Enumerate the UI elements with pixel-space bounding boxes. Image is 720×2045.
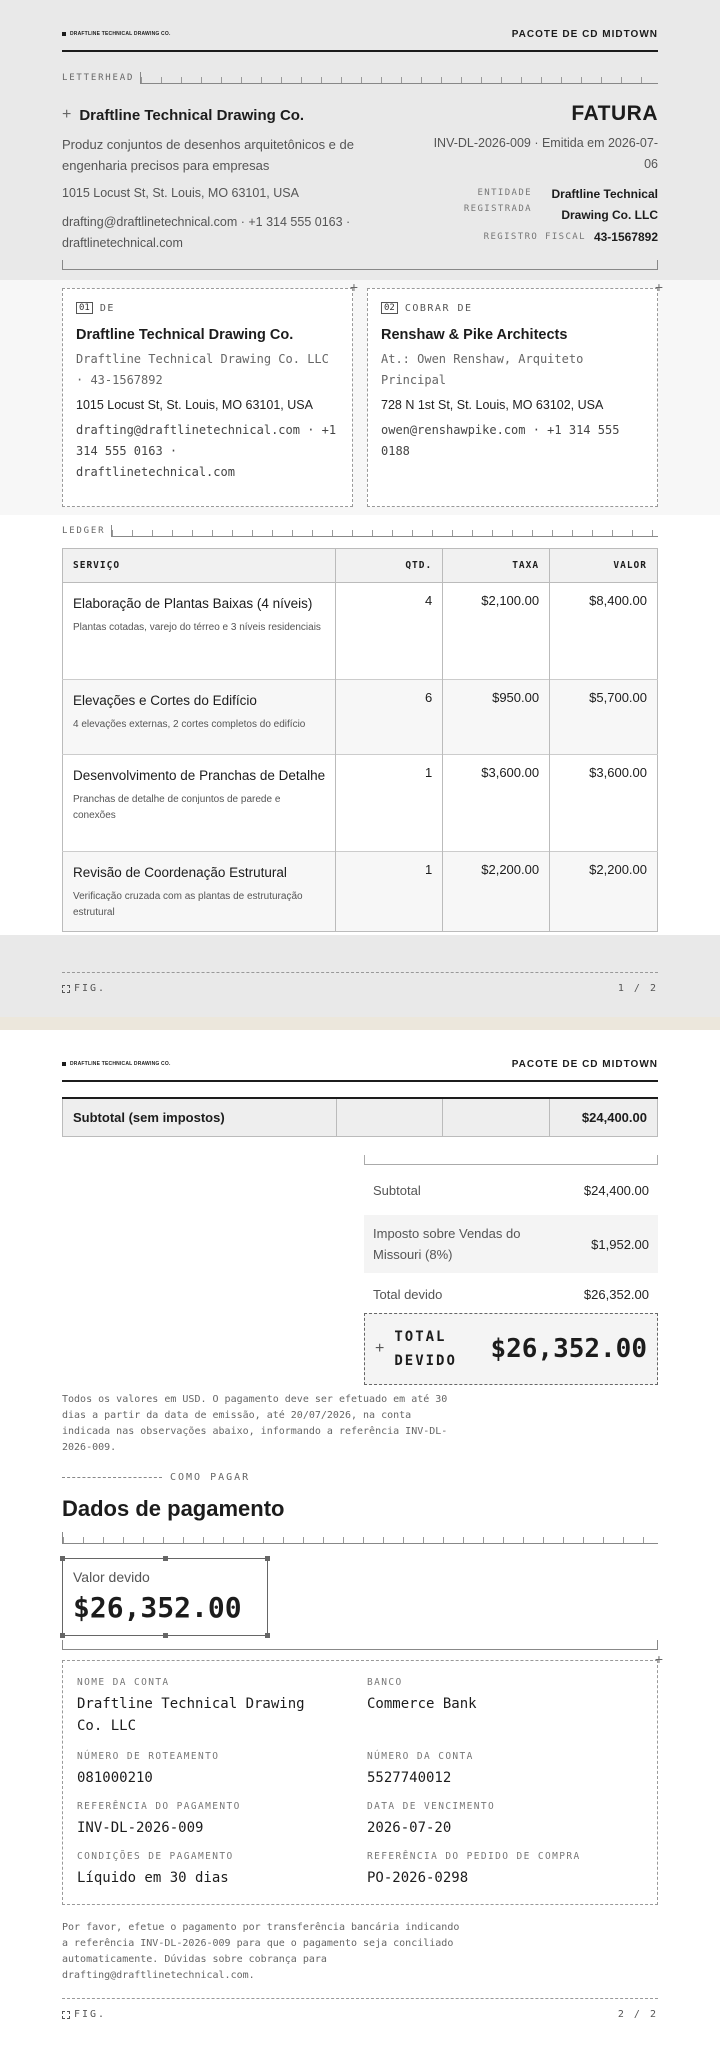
ruler-ticks [111, 525, 658, 537]
company-name-text: Draftline Technical Drawing Co. [79, 106, 305, 124]
col-service: SERVIÇO [63, 549, 336, 583]
amount-cell: $2,200.00 [550, 852, 658, 932]
rate-cell: $950.00 [443, 680, 550, 755]
totals-subtotal-label: Subtotal [373, 1182, 421, 1198]
totals-block [364, 1155, 658, 1315]
subtotal-row [63, 1098, 658, 1136]
field-payment-terms [77, 1851, 353, 1901]
rate-cell: $2,100.00 [443, 583, 550, 680]
field-label: BANCO [367, 1677, 403, 1688]
totals-due [364, 1273, 658, 1315]
brand-mini [62, 31, 171, 37]
package-title: PACOTE DE CD MIDTOWN [511, 1058, 658, 1070]
payment-divider [62, 1640, 658, 1650]
entity-label: ENTIDADE REGISTRADA [463, 188, 532, 214]
empty-cell [336, 1098, 443, 1136]
bill-to-sub: At.: Owen Renshaw, Arquiteto Principal [381, 352, 584, 387]
fig-text: FIG. [74, 2009, 107, 2020]
subtotal-table [62, 1097, 658, 1137]
handle-icon [163, 1556, 168, 1561]
field-value: Líquido em 30 dias [77, 1870, 229, 1886]
company-tagline: Produz conjuntos de desenhos arquitetônicos e de engenharia precisos para empresas [62, 137, 354, 173]
subtotal-label: Subtotal (sem impostos) [63, 1098, 337, 1136]
letterhead-ruler [62, 70, 658, 86]
amount-due-value: $26,352.00 [73, 1591, 242, 1624]
from-address: 1015 Locust St, St. Louis, MO 63101, USA [76, 398, 313, 412]
totals-subtotal [364, 1165, 658, 1215]
field-value: 2026-07-20 [367, 1820, 452, 1836]
service-cell [63, 755, 336, 852]
bill-to-label: COBRAR DE [404, 302, 473, 314]
invoice-title: FATURA [571, 102, 658, 125]
from-number: 01 [76, 302, 93, 314]
table-row [63, 680, 658, 755]
amount-cell: $8,400.00 [550, 583, 658, 680]
service-desc: Pranchas de detalhe de conjuntos de parede e conexões [73, 794, 281, 821]
totals-due-value: $26,352.00 [583, 1286, 649, 1302]
parties-section [0, 280, 720, 515]
letterhead-label: LETTERHEAD [62, 73, 135, 83]
from-sub: Draftline Technical Drawing Co. LLC · 43-1567892 [76, 352, 329, 387]
company-address: 1015 Locust St, St. Louis, MO 63101, USA [62, 186, 299, 200]
field-routing [77, 1751, 353, 1801]
field-value: 081000210 [77, 1770, 153, 1786]
brand-mini-text: DRAFTLINE TECHNICAL DRAWING CO. [70, 1061, 171, 1067]
field-account-number [367, 1751, 643, 1801]
ledger-ruler [62, 523, 658, 539]
page-footer [62, 1998, 658, 2020]
page-footer [62, 972, 658, 994]
package-title: PACOTE DE CD MIDTOWN [511, 28, 658, 40]
totals-tax-label: Imposto sobre Vendas do Missouri (8%) [373, 1226, 521, 1262]
handle-icon [265, 1633, 270, 1638]
field-payment-reference [77, 1801, 353, 1851]
bill-to-contact: owen@renshawpike.com · +1 314 555 0188 [381, 423, 620, 458]
amount-cell: $5,700.00 [550, 680, 658, 755]
field-value: INV-DL-2026-009 [77, 1820, 204, 1836]
services-table [62, 548, 658, 932]
invoice-page-1 [0, 0, 720, 1017]
company-contact: drafting@draftlinetechnical.com · +1 314 555 0163 · draftlinetechnical.com [62, 215, 351, 250]
top-bar [62, 26, 658, 52]
amount-due-label: Valor devido [73, 1569, 150, 1585]
plus-icon: + [654, 1651, 663, 1667]
handle-icon [60, 1633, 65, 1638]
table-row [63, 852, 658, 932]
field-value: Commerce Bank [367, 1696, 477, 1712]
service-cell [63, 583, 336, 680]
bill-to-number: 02 [381, 302, 398, 314]
registered-entity [452, 184, 658, 226]
payment-note: Por favor, efetue o pagamento por transferência bancária indicando a referência INV-DL-2026-009 para que o pagamento seja conciliado automaticamente. Dúvidas sobre cobrança para drafting@draftlinetechnical.com. [62, 1922, 460, 1981]
qty-cell: 1 [336, 755, 443, 852]
brand-square-icon [62, 1062, 66, 1066]
fig-label [62, 2009, 106, 2020]
table-header-row [63, 549, 658, 583]
ruler-ticks [140, 72, 658, 84]
col-amount: VALOR [550, 549, 658, 583]
brand-mini-text: DRAFTLINE TECHNICAL DRAWING CO. [70, 31, 171, 37]
field-value: PO-2026-0298 [367, 1870, 469, 1886]
field-value: Draftline Technical Drawing Co. LLC [77, 1696, 305, 1734]
ruler-ticks [62, 1532, 658, 1544]
service-name: Elaboração de Plantas Baixas (4 níveis) [73, 596, 313, 611]
entity-value: Draftline Technical Drawing Co. LLC [551, 187, 658, 222]
plus-icon: + [375, 1340, 385, 1357]
table-row [63, 583, 658, 680]
page-number: 1 / 2 [617, 983, 658, 994]
qty-cell: 1 [336, 852, 443, 932]
qty-cell: 6 [336, 680, 443, 755]
plus-icon: + [654, 279, 663, 295]
from-name: Draftline Technical Drawing Co. [76, 327, 294, 343]
totals-tax-value: $1,952.00 [591, 1236, 649, 1252]
service-cell [63, 852, 336, 932]
service-cell [63, 680, 336, 755]
subtotal-value: $24,400.00 [550, 1098, 658, 1136]
service-desc: Plantas cotadas, varejo do térreo e 3 níveis residenciais [73, 622, 321, 633]
field-due-date [367, 1801, 643, 1851]
service-desc: 4 elevações externas, 2 cortes completos do edifício [73, 719, 306, 730]
field-label: REFERÊNCIA DO PEDIDO DE COMPRA [367, 1851, 581, 1862]
service-name: Elevações e Cortes do Edifício [73, 693, 257, 708]
rate-cell: $3,600.00 [443, 755, 550, 852]
field-po-reference [367, 1851, 643, 1901]
field-label: NÚMERO DA CONTA [367, 1751, 474, 1762]
from-contact: drafting@draftlinetechnical.com · +1 314 555 0163 · draftlinetechnical.com [76, 423, 337, 479]
plus-icon: + [62, 106, 72, 123]
field-value: 5527740012 [367, 1770, 452, 1786]
service-name: Desenvolvimento de Pranchas de Detalhe [73, 768, 326, 783]
payment-title: Dados de pagamento [62, 1496, 285, 1521]
from-head [76, 302, 339, 314]
amount-due-box [62, 1558, 268, 1636]
grand-total-value: $26,352.00 [490, 1334, 647, 1364]
qty-cell: 4 [336, 583, 443, 680]
fig-label [62, 983, 106, 994]
field-label: DATA DE VENCIMENTO [367, 1801, 496, 1812]
page-number: 2 / 2 [617, 2009, 658, 2020]
fiscal-label: REGISTRO FISCAL [483, 232, 586, 242]
bill-to-head [381, 302, 644, 314]
fiscal-value: 43-1567892 [593, 230, 658, 244]
field-label: REFERÊNCIA DO PAGAMENTO [77, 1801, 241, 1812]
from-card [62, 279, 358, 507]
fig-text: FIG. [74, 983, 107, 994]
empty-cell [443, 1098, 550, 1136]
bill-to-name: Renshaw & Pike Architects [381, 327, 568, 343]
how-to-pay-label: COMO PAGAR [170, 1472, 251, 1483]
handle-icon [265, 1556, 270, 1561]
totals-tax [364, 1215, 658, 1273]
rate-cell: $2,200.00 [443, 852, 550, 932]
col-qty: QTD. [336, 549, 443, 583]
brand-mini [62, 1061, 171, 1067]
field-label: NOME DA CONTA [77, 1677, 170, 1688]
totals-divider [364, 1155, 658, 1165]
invoice-meta: INV-DL-2026-009 · Emitida em 2026-07-06 [433, 136, 658, 171]
handle-icon [60, 1556, 65, 1561]
top-bar [62, 1056, 658, 1082]
field-account-name [77, 1677, 353, 1751]
dash-line [62, 1477, 162, 1478]
totals-due-label: Total devido [373, 1286, 443, 1302]
grand-total [364, 1313, 658, 1385]
col-rate: TAXA [443, 549, 550, 583]
how-to-pay [62, 1472, 250, 1483]
payment-ruler [62, 1530, 658, 1546]
field-label: CONDIÇÕES DE PAGAMENTO [77, 1851, 234, 1862]
service-desc: Verificação cruzada com as plantas de estruturação estrutural [73, 891, 303, 918]
field-bank [367, 1677, 643, 1751]
header-divider [62, 260, 658, 270]
table-row [63, 755, 658, 852]
handle-icon [163, 1633, 168, 1638]
ledger-label: LEDGER [62, 526, 106, 536]
company-name [62, 106, 304, 124]
plus-icon: + [349, 279, 358, 295]
bank-details [62, 1651, 663, 1905]
field-label: NÚMERO DE ROTEAMENTO [77, 1751, 220, 1762]
fiscal-registration [484, 230, 658, 244]
service-name: Revisão de Coordenação Estrutural [73, 865, 287, 880]
terms-note: Todos os valores em USD. O pagamento deve ser efetuado em até 30 dias a partir da data de emissão, até 20/07/2026, na conta indicada nas observações abaixo, informando a referência INV-DL-2026-009. [62, 1394, 448, 1453]
totals-subtotal-value: $24,400.00 [583, 1182, 649, 1198]
amount-cell: $3,600.00 [550, 755, 658, 852]
brand-square-icon [62, 32, 66, 36]
frame-icon [62, 2011, 70, 2019]
grand-total-label: TOTAL DEVIDO [394, 1329, 457, 1369]
from-label: DE [99, 302, 115, 314]
frame-icon [62, 985, 70, 993]
bill-to-address: 728 N 1st St, St. Louis, MO 63102, USA [381, 398, 604, 412]
bill-to-card [367, 279, 663, 507]
